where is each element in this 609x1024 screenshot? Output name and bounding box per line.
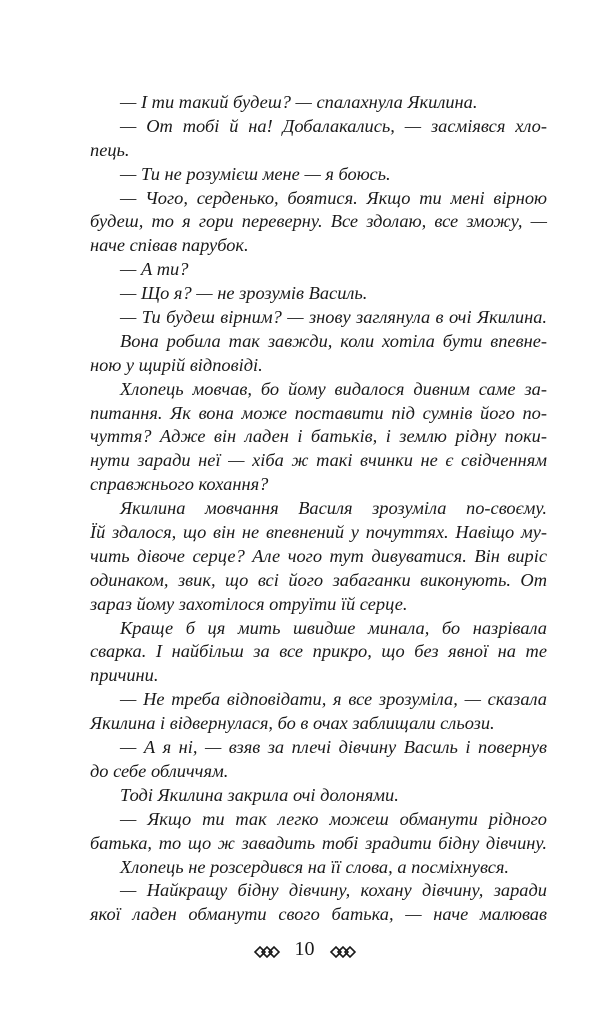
text-line: — А я ні, — взяв за плечі дівчину Василь і повернув xyxy=(120,737,547,758)
text-line: — Не треба відповідати, я все зрозуміла, — сказала xyxy=(120,689,547,710)
page-footer xyxy=(0,934,609,964)
text-line: — Ти будеш вірним? — знову заглянула в очі Якилина. xyxy=(120,307,547,328)
text-line: наче співав парубок. xyxy=(90,235,249,256)
text-line: причини. xyxy=(90,665,159,686)
text-line: Якилина мовчання Василя зрозуміла по-своєму. xyxy=(120,498,547,519)
text-line: пець. xyxy=(90,139,130,160)
text-line: справжнього кохання? xyxy=(90,474,269,495)
text-line: якої ладен обманути свого батька, — наче малював xyxy=(90,904,547,925)
left-ornament-icon xyxy=(253,942,283,956)
text-line: Їй здалося, що він не впевнений у почуттях. Навіщо му- xyxy=(90,522,547,543)
text-line: питання. Як вона може поставити під сумнів його по- xyxy=(90,402,547,423)
text-line: батька, то що ж завадить тобі зрадити бідну дівчину. xyxy=(90,832,547,853)
right-ornament-icon xyxy=(327,942,357,956)
text-line: будеш, то я гори переверну. Все здолаю, все зможу, — xyxy=(90,211,547,232)
text-line: сварка. І найбільш за все прикро, що без явної на те xyxy=(90,641,547,662)
body-text xyxy=(90,91,547,927)
text-line: Тоді Якилина закрила очі долонями. xyxy=(120,784,399,805)
text-line: — Якщо ти так легко можеш обманути рідного xyxy=(120,808,547,829)
text-line: одинаком, звик, що всі його забаганки виконують. От xyxy=(90,569,547,590)
text-line: до себе обличчям. xyxy=(90,760,229,781)
text-line: Хлопець мовчав, бо йому видалося дивним саме за- xyxy=(120,378,547,399)
text-line: — Найкращу бідну дівчину, кохану дівчину, заради xyxy=(120,880,547,901)
page-number: 10 xyxy=(294,937,315,960)
text-line: — Ти не розумієш мене — я боюсь. xyxy=(120,163,391,184)
text-line: — Чого, серденько, боятися. Якщо ти мені вірною xyxy=(120,187,547,208)
text-line: — От тобі й на! Добалакались, — засміявся хло- xyxy=(120,115,547,136)
text-line: Хлопець не розсердився на її слова, а посміхнувся. xyxy=(120,856,510,877)
text-line: Якилина і відвернулася, бо в очах заблищали сльози. xyxy=(90,713,495,734)
text-line: Краще б ця мить швидше минала, бо назрівала xyxy=(120,617,547,638)
text-line: — Що я? — не зрозумів Василь. xyxy=(120,283,368,304)
text-line: чить дівоче серце? Але чого тут дивуватися. Він виріс xyxy=(90,545,547,566)
text-line: Вона робила так завжди, коли хотіла бути впевне- xyxy=(120,330,547,351)
text-line: нути заради неї — хіба ж такі вчинки не є свідченням xyxy=(90,450,547,471)
text-line: чуття? Адже він ладен і батьків, і землю рідну поки- xyxy=(90,426,547,447)
text-line: — І ти такий будеш? — спалахнула Якилина. xyxy=(120,92,478,112)
text-line: ною у щирій відповіді. xyxy=(90,354,263,375)
text-line: зараз йому захотілося отруїти їй серце. xyxy=(90,593,408,614)
text-line: — А ти? xyxy=(120,259,189,280)
